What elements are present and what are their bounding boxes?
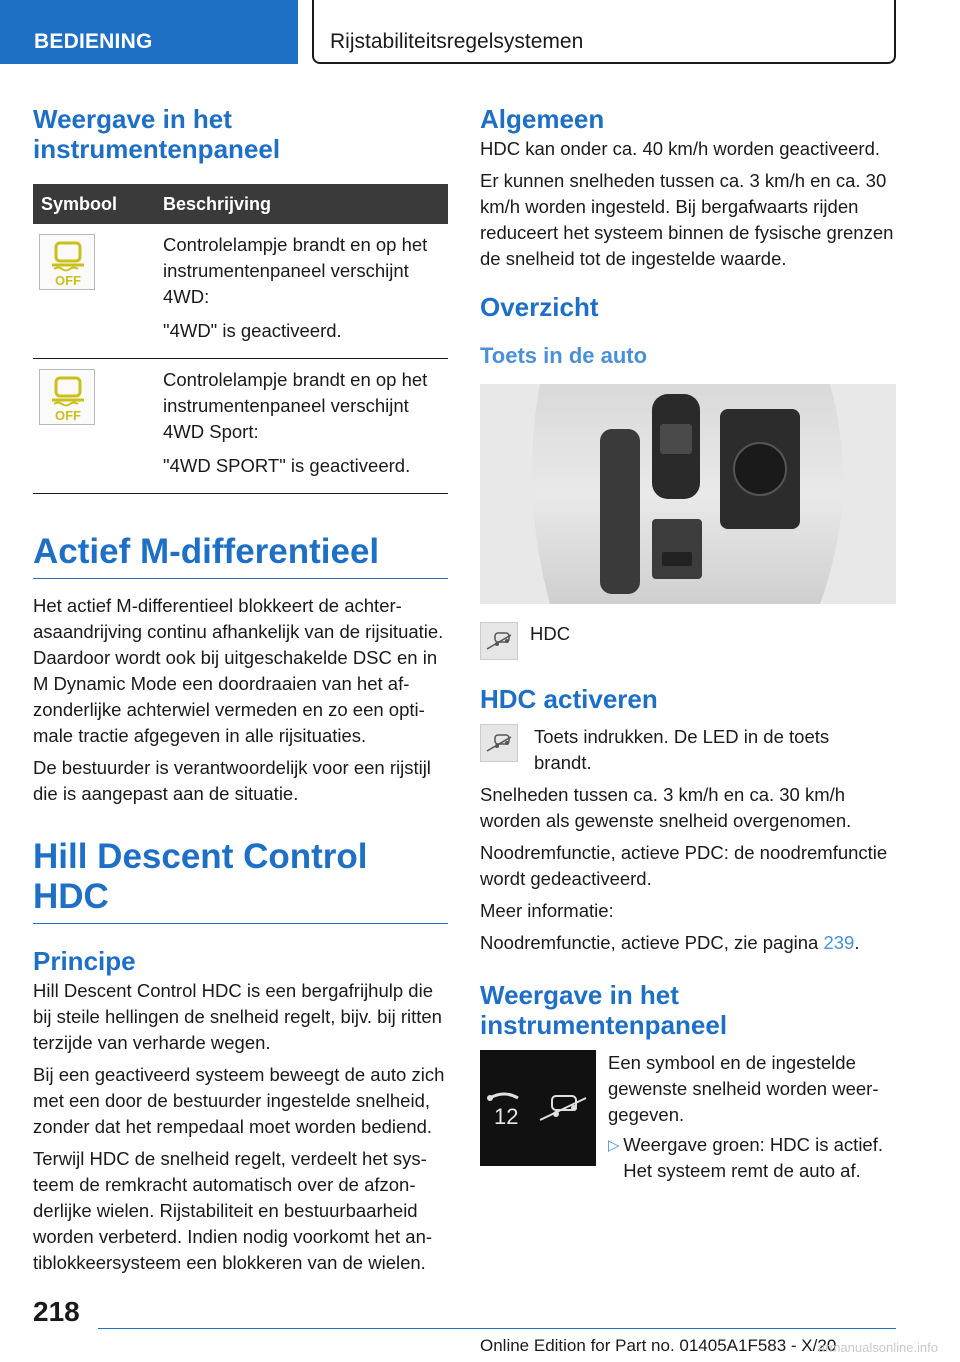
activate-paragraph-1: Snelheden tussen ca. 3 km/h en ca. 30 km/h worden als gewenste snelheid overgenomen. <box>480 784 852 831</box>
table-header-row <box>33 184 448 224</box>
symbol-table <box>33 184 448 494</box>
left-column <box>33 104 448 1276</box>
table-col-description: Beschrijving <box>159 184 448 224</box>
general-heading: Algemeen <box>480 104 605 134</box>
general-paragraph-2: Er kunnen snelheden tussen ca. 3 km/h en ca. 30 km/h worden ingesteld. Bij bergafwaarts rijden reduceert het systeem binnen de fysische grenzen de snelheid tot de ingestelde waarde. <box>480 170 894 269</box>
triangle-bullet-icon: ▷ <box>608 1137 620 1154</box>
general-paragraph-1: HDC kan onder ca. 40 km/h worden geactiveerd. <box>480 138 881 159</box>
footer-edition: Online Edition for Part no. 01405A1F583 - X/20 <box>480 1336 837 1355</box>
display-text: Een symbool en de ingestelde gewenste snelheid worden weergegeven. <box>608 1052 879 1125</box>
amd-heading: Actief M-differentieel <box>33 532 448 579</box>
hdc-heading: Hill Descent Control HDC <box>33 837 448 924</box>
page-number: 218 <box>33 1296 80 1327</box>
amd-paragraph-2: De bestuurder is verantwoordelijk voor een rijstijl die is aangepast aan de situatie. <box>33 757 431 804</box>
center-console-photo <box>480 384 896 604</box>
bullet-text: Weergave groen: HDC is actief. Het systeem remt de auto af. <box>623 1134 883 1181</box>
display-heading-right: Weergave in het instrumentenpaneel <box>480 980 728 1040</box>
principle-paragraph-2: Bij een geactiveerd systeem beweegt de auto zich met een door de bestuurder ingestelde snelheid, zonder dat het rempedaal moet worden bediend. <box>33 1064 445 1137</box>
table-row <box>33 224 448 359</box>
activate-text: Toets indrukken. De LED in de toets brandt. <box>534 726 830 773</box>
chapter-title: Rijstabiliteitsregelsystemen <box>312 0 896 64</box>
hdc-button-legend <box>480 622 896 660</box>
section-tab: BEDIENING <box>0 0 298 64</box>
svg-text:OFF: OFF <box>55 408 81 423</box>
row-description: Controlelampje brandt en op het instrumentenpaneel verschijnt 4WD Sport: <box>163 369 428 442</box>
button-heading: Toets in de auto <box>480 343 648 368</box>
row-description: Controlelampje brandt en op het instrumentenpaneel verschijnt 4WD: <box>163 234 428 307</box>
activate-paragraph-2: Noodremfunctie, actieve PDC: de noodremfunctie wordt gedeactiveerd. <box>480 842 888 889</box>
hdc-label: HDC <box>530 623 571 644</box>
page-link[interactable]: 239 <box>823 932 855 953</box>
row-state: "4WD" is geactiveerd. <box>163 320 342 341</box>
hdc-icon <box>480 724 518 762</box>
right-column <box>480 104 896 1184</box>
amd-paragraph-1: Het actief M-differentieel blokkeert de achterasaandrijving continu afhankelijk van de rijsituatie. Daardoor wordt ook bij uitgeschakelde DSC en in M Dynamic Mode een doordraaien van het afzonderlijke achterwiel vermeden en zo een optimale tractie afgegeven in alle rijsituaties. <box>33 595 444 746</box>
instrument-display-image <box>480 1050 596 1166</box>
activate-heading: HDC activeren <box>480 684 658 714</box>
table-col-symbol: Symbool <box>33 184 159 224</box>
principle-heading: Principe <box>33 946 136 976</box>
display-section <box>480 1050 896 1184</box>
overview-heading: Overzicht <box>480 292 599 322</box>
row-state: "4WD SPORT" is geactiveerd. <box>163 455 411 476</box>
hdc-icon <box>480 622 518 660</box>
display-heading-left: Weergave in het instrumentenpaneel <box>33 104 281 164</box>
watermark: armanualsonline.info <box>818 1340 938 1355</box>
4wd-sport-off-icon <box>39 369 95 425</box>
4wd-off-icon <box>39 234 95 290</box>
list-item <box>608 1132 896 1184</box>
activate-instruction <box>480 724 896 776</box>
principle-paragraph-1: Hill Descent Control HDC is een bergafrijhulp die bij steile hellingen de snelheid regelt, bijv. bij ritten terzijde van verharde wegen. <box>33 980 442 1053</box>
speed-value: 12 <box>494 1104 519 1129</box>
svg-text:OFF: OFF <box>55 273 81 288</box>
activate-paragraph-3: Meer informatie: <box>480 900 614 921</box>
table-row <box>33 359 448 494</box>
footer-divider <box>98 1328 896 1329</box>
activate-paragraph-4: Noodremfunctie, actieve PDC, zie pagina 239. <box>480 932 860 953</box>
principle-paragraph-3: Terwijl HDC de snelheid regelt, verdeelt het systeem de remkracht automatisch over de afzonderlijke wielen. Rijstabiliteit en bestuurbaarheid worden verbeterd. Indien nodig voorkomt het antiblokkeersysteem een blokkeren van de wielen. <box>33 1148 433 1273</box>
